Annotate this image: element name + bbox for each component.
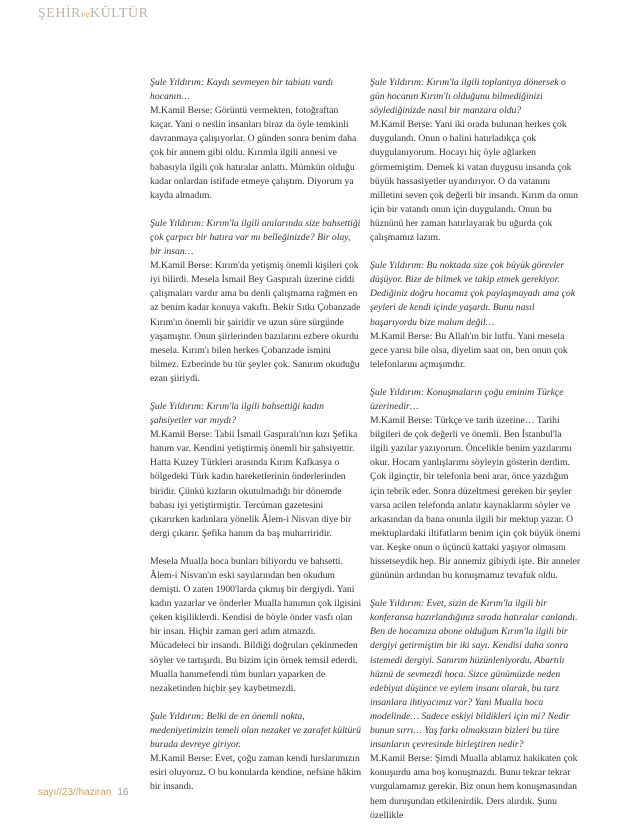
interview-paragraph [150, 555, 362, 696]
masthead-separator: ve [80, 9, 90, 19]
answer-text: M.Kamil Berse: Türkçe ve tarih üzerine… Tarihi bilgileri de çok değerli ve önemli. Ben İstanbul'la ilgili yazılar yazıyorum. Öncelikle benim yazılarımı okur. Hocam yanlışlarımı söyleyin gösterin derdim. Çok ilginçtir, bir telefonla beni arar, önce yazdığım için tebrik eder. Sonra düzeltmesi gereken bir şeyler varsa acilen telefonda anlatır kaynaklarını söyler ve arkasından da bana onunla ilgili bir mektup yazar. O mektuplardaki iltifatların benim için çok büyük önemi var. Keşke onun o üçüncü kattaki yaşıyor olmasını hissetseydik hep. Bir annemiz gibiydi işte. Bir anneler gününün ardından bu konuşmamız tevafuk oldu. [370, 415, 581, 582]
left-text-column [150, 76, 362, 808]
answer-text: M.Kamil Berse: Yani iki orada bulunan herkes çok duygulandı. Onun o halini hatırladıkça çok duygulanıyorum. Hocayı hiç öyle ağlarken görmemiştim. Demek ki vatan duygusu insanda çok büyük hassasiyetler uyandırıyor. O da vatanını milletini seven çok değerli bir insandı. Kırım da onun için bir vatandı onun için duygulandı. Onun bu hüznünü her zaman hatırlayarak bu uğurda çok çalışmamız lazım. [370, 119, 578, 244]
right-text-column [370, 76, 582, 837]
question-text: Şule Yıldırım: Konuşmaların çoğu eminim Türkçe üzerinedir… [370, 386, 564, 412]
answer-text: M.Kamil Berse: Görüntü vermekten, fotoğraftan kaçar. Yani o neslin insanları biraz da öyle temkinli davranmaya çalışıyorlar. O günden sonra benim daha çok bir annem gibi oldu. Kırımla ilgili annesi ve babasıyla ilgili çok hatıralar anlattı. Mümkün olduğu kadar onlardan istifade etmeye çalıştım. Diyorum ya kayda almadım. [150, 105, 357, 201]
interview-paragraph [370, 76, 582, 245]
interview-paragraph [370, 259, 582, 372]
question-text: Şule Yıldırım: Kırım'la ilgili anılarında size bahsettiği çok çarpıcı bir hatıra var mı belleğinizde? Bir olay, bir insan… [150, 217, 361, 258]
interview-paragraph [370, 386, 582, 583]
interview-paragraph [150, 400, 362, 541]
answer-text: M.Kamil Berse: Şimdi Mualla ablamız hakikaten çok konuşurdu ama boş konuşmazdı. Bunu tekrar tekrar vurgulamamız gerekir. Biz onun hem konuşmasından hem duruşundan etkilenirdik. Ders alırdık. Şunu özellikle [370, 753, 578, 821]
question-text: Şule Yıldırım: Bu noktada size çok büyük görevler düşüyor. Bize de bilmek ve takip etmek gerekiyor. Dediğiniz doğru hocamız çok paylaşmayadı ama çok şeyleri de kendi içinde yaşardı. Bunu nasıl başarıyordu bize malum değil… [370, 260, 576, 328]
masthead-part1: ŞEHİR [38, 6, 81, 21]
answer-text: M.Kamil Berse: Bu Allah'ın bir lutfu. Yani mesela gece yarısı bile olsa, diyelim saat on, ben onun çok telefonlarını açmışımdır. [370, 330, 568, 370]
question-text: Şule Yıldırım: Belki de en önemli nokta, medeniyetimizin temeli olan nezaket ve zarafet kültürü burada devreye giriyor. [150, 710, 361, 751]
interview-paragraph [370, 597, 582, 823]
magazine-masthead [38, 6, 148, 22]
question-text: Şule Yıldırım: Kırım'la ilgili bahsettiği kadın şahsiyetler var mıydı? [150, 400, 325, 427]
answer-text: M.Kamil Berse: Evet, çoğu zaman kendi hırslarımızın esiri oluyoruz. O bu konularda kendine, nefsine hâkim bir insandı. [150, 753, 362, 793]
interview-paragraph [150, 217, 362, 386]
masthead-part2: KÜLTÜR [89, 6, 149, 21]
question-text: Şule Yıldırım: Evet, sizin de Kırım'la ilgili bir konferansa hazırlandığınız sırada hatıralar canlandı. Ben de hocamıza abone olduğum Kırım'la ilgili bir dergiyi getirmiştim bir iki sayı. Kendisi daha sonra istemedi dergiyi. Sanırım hüzünleniyordu. Abartılı hüznü de sevmezdi hoca. Sizce günümüzde neden edebiyat düşünce ve eylem insanı olarak, bu tarz insanlara ihtiyacımız var? Yani Mualla hoca modelinde… Sadece eskiyi bildikleri için mi? Nedir bunun sırrı… Yaş farkı olmaksızın bizleri bu türe insanların çevresinde birleştiren nedir? [370, 598, 578, 751]
interview-paragraph [150, 76, 362, 203]
page-number: 16 [117, 787, 129, 798]
answer-text: M.Kamil Berse: Tabii İsmail Gaspıralı'nın kızı Şefika hanım var. Kendini yetiştirmiş önemli bir şahsiyettir. Hatta Kuzey Türkleri arasında Kırım Kafkasya o bölgedeki Türk kadın hareketlerinin önderlerinden biridir. Çünkü kızların okutulmadığı bir dönemde babası iyi yetiştirmiştir. Tercüman gazetesini çıkarırken kadınlara yönelik Âlem-i Nisvan diye bir dergi çıkarır. Şefika hanım da baş muharriridir. [150, 429, 358, 539]
answer-text: Mesela Mualla hoca bunları biliyordu ve bahsetti. Âlem-i Nisvan'ın eski sayılarından ben okudum demişti. O zaten 1900'larda çıkmış bir dergiydi. Yani kadın yazarlar ve önderler Mualla hanımın çok ilgisini çeken kişiliklerdi. Kendisi de böyle önder vasfı olan bir insan. Hiçbir zaman geri adım atmazdı. Mücadeleci bir insandı. Bildiği doğruları çekinmeden söyler ve tartışırdı. Bu bizim için örnek temsil ederdi. Mualla hanımefendi tüm bunları yaparken de nezaketinden hiçbir şey kaybetmezdi. [150, 555, 362, 694]
page-footer [38, 787, 129, 798]
question-text: Şule Yıldırım: Kırım'la ilgili toplantıya dönersek o gün hocanın Kırım'lı olduğunu bilmediğinizi söylediğinizde nasıl bir manzara oldu? [370, 77, 566, 117]
issue-info: sayı//23//haziran [38, 787, 112, 798]
answer-text: M.Kamil Berse: Kırım'da yetişmiş önemli kişileri çok iyi bilirdi. Mesela İsmail Bey Gaspıralı üzerine ciddi çalışmaları vardır ama bu denli çalışmama rağmen en az benim kadar konuya vakıftı. Bekir Sıtkı Çobanzade Kırım'ın önemli bir şairidir ve uzun süre sürgünde yaşamıştır. Onun şiirlerinden bazılarını ezbere okurdu mesela. Kırım'ı bilen herkes Çobanzade ismini bilmez. Ezberinde bu tür şeyler çok. Sanırım okuduğu ezan şiiriydi. [150, 260, 361, 384]
question-text: Şule Yıldırım: Kaydı sevmeyen bir tabiatı vardı hocanın… [150, 77, 334, 103]
interview-paragraph [150, 710, 362, 795]
